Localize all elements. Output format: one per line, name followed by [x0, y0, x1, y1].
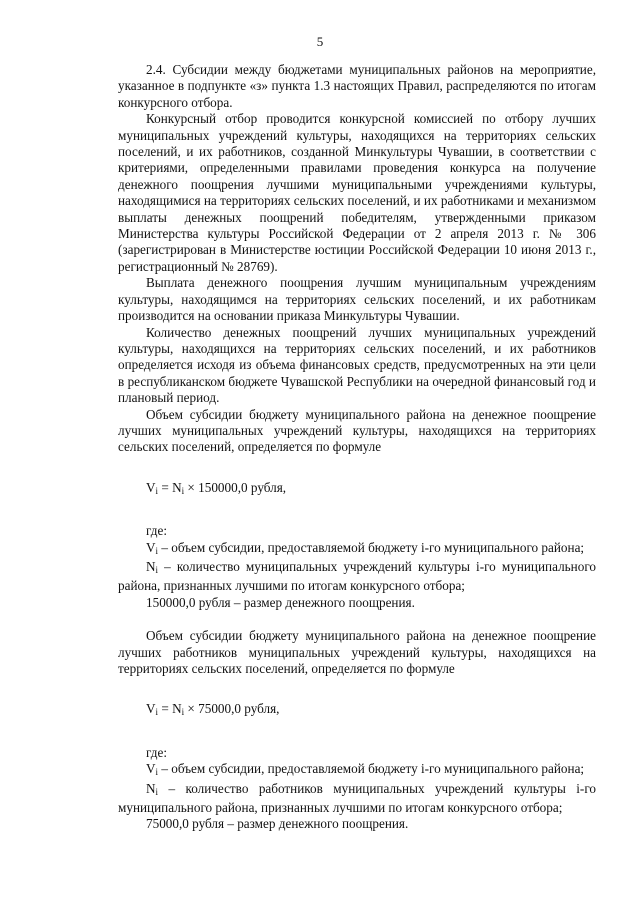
definition-v-2: $V_i$ – объем субсидии, предоставляемой бюджету i-го муниципального района; — [146, 761, 585, 778]
definition-n-2: $N_i$ – количество работников муниципальных учреждений культуры i-го муниципального района, признанных лучшими по итогам конкурсного отбора; — [118, 780, 596, 816]
paragraph-payment: Выплата денежного поощрения лучшим муниципальным учреждениям культуры, находящимся на территориях сельских поселений, и их работникам производится на основании приказа Минкультуры Чувашии. — [118, 275, 596, 324]
paragraph-subsidy-institutions: Объем субсидии бюджету муниципального района на денежное поощрение лучших муниципальных учреждений культуры, находящихся на территориях сельских поселений, определяется по формуле — [118, 406, 596, 455]
formula-workers: $V_i = N_i \times 75000,0$ рубля, — [146, 701, 280, 718]
document-body — [118, 62, 596, 833]
where-label: где: — [146, 523, 167, 539]
where-label-2: где: — [146, 744, 167, 760]
paragraph-competition: Конкурсный отбор проводится конкурсной комиссией по отбору лучших муниципальных учреждений культуры, находящихся на территориях сельских поселений, и их работников, созданной Минкультуры Чувашии, в соответствии с критериями, определенными правилами проведения конкурса на получение денежного поощрения лучшими муниципальными учреждениями культуры, находящимися на территориях сельских поселений, и их работниками и механизмом выплаты денежных поощрений победителям, утвержденными приказом Министерства культуры Российской Федерации от 2 апреля 2013 г. № 306 (зарегистрирован в Министерстве юстиции Российской Федерации 10 июня 2013 г., регистрационный № 28769). — [118, 111, 596, 274]
paragraph-2-4: 2.4. Субсидии между бюджетами муниципальных районов на мероприятие, указанное в подпункте «з» пункта 1.3 настоящих Правил, распределяются по итогам конкурсного отбора. — [118, 62, 596, 110]
formula-institutions: $V_i = N_i \times 150000,0$ рубля, — [146, 479, 287, 496]
definition-amount: 150000,0 рубля – размер денежного поощрения. — [146, 594, 415, 610]
paragraph-quantity: Количество денежных поощрений лучших муниципальных учреждений культуры, находящихся на территориях сельских поселений, и их работников определяется исходя из объема финансовых средств, предусмотренных на эти цели в республиканском бюджете Чувашской Республики на очередной финансовый год и плановый период. — [118, 324, 596, 406]
page-number: 5 — [316, 34, 324, 49]
definition-v: $V_i$ – объем субсидии, предоставляемой бюджету i-го муниципального района; — [146, 539, 585, 556]
definition-n: $N_i$ – количество муниципальных учреждений культуры i-го муниципального района, признанных лучшими по итогам конкурсного отбора; — [118, 558, 596, 594]
paragraph-subsidy-workers: Объем субсидии бюджету муниципального района на денежное поощрение лучших работников муниципальных учреждений культуры, находящихся на территориях сельских поселений, определяется по формуле — [118, 628, 596, 676]
definition-amount-2: 75000,0 рубля – размер денежного поощрения. — [146, 816, 409, 832]
